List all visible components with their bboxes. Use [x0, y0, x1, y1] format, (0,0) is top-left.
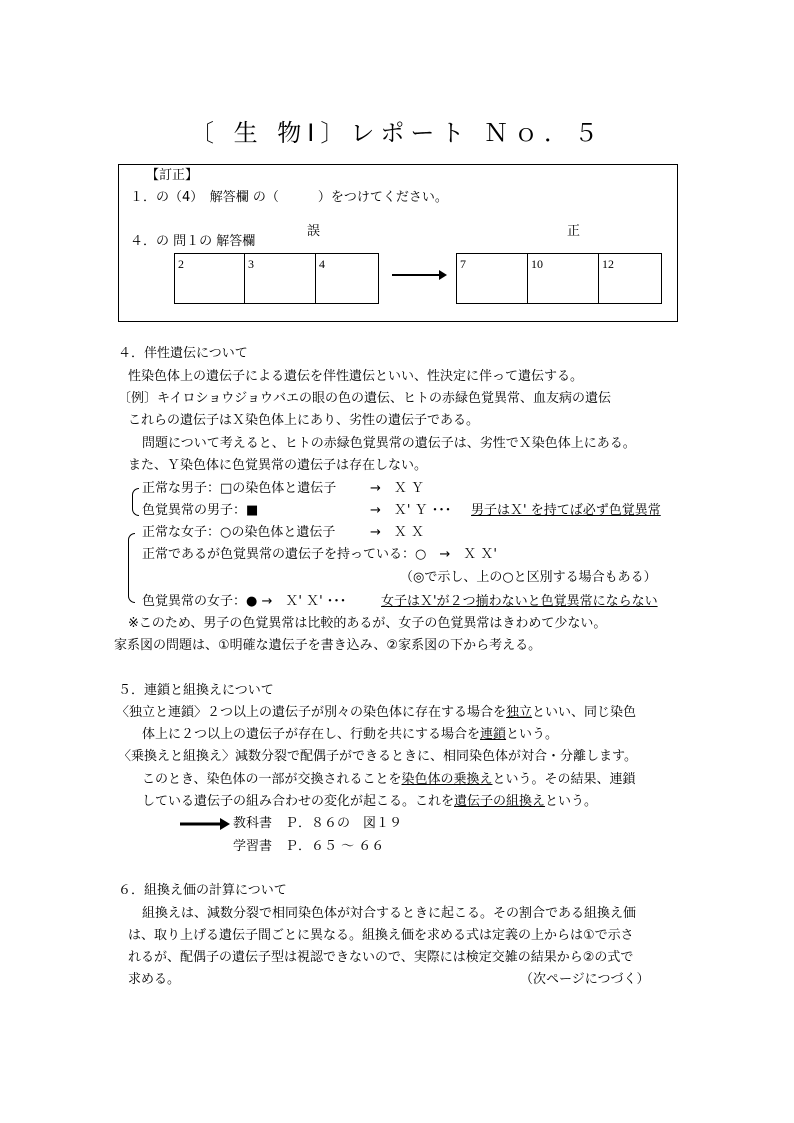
correction-line-2: ４．の 問１の 解答欄: [130, 234, 256, 249]
female-colorblind-note: 女子はＸ'が２つ揃わないと色覚異常にならない: [381, 594, 658, 609]
female-normal: 正常な女子：○の染色体と遺伝子: [142, 525, 336, 540]
right-cell: 12: [599, 254, 662, 304]
sec6-p2: は、取り上げる遺伝子間ごとに異なる。組換え価を求める式は定義の上からは①で示さ: [128, 928, 634, 943]
arrow-right-icon: [180, 818, 230, 830]
male-normal-genotype: → Ｘ Ｙ: [370, 481, 425, 496]
sec4-p2: 〔例〕キイロショウジョウバエの眼の色の遺伝、ヒトの赤緑色覚異常、血友病の遺伝: [118, 391, 611, 406]
correction-heading: 【訂正】: [146, 168, 199, 183]
sec5-p4: している遺伝子の組み合わせの変化が起こる。これを遺伝子の組換えという。: [142, 794, 598, 809]
male-normal: 正常な男子：□の染色体と遺伝子: [142, 481, 337, 496]
right-label: 正: [567, 224, 581, 239]
sec4-note: ※このため、男子の色覚異常は比較的あるが、女子の色覚異常はきわめて少ない。: [128, 616, 607, 631]
male-brace: [132, 488, 139, 516]
sec5-p1-cont: 体上に２つ以上の遺伝子が存在し、行動を共にする場合を連鎖という。: [142, 727, 559, 742]
right-cell: 7: [457, 254, 528, 304]
right-cell: 10: [528, 254, 599, 304]
female-brace: [128, 533, 135, 603]
section-5-heading: ５．連鎖と組換えについて: [118, 683, 274, 698]
sec4-pedigree: 家系図の問題は、①明確な遺伝子を書き込み、②家系図の下から考える。: [114, 638, 542, 653]
sec4-p1: 性染色体上の遺伝子による遺伝を伴性遺伝といい、性決定に伴って遺伝する。: [128, 369, 584, 384]
female-carrier-note: （◎で示し、上の○と区別する場合もある）: [400, 570, 657, 585]
sec6-p4: 求める。: [128, 972, 181, 987]
female-carrier: 正常であるが色覚異常の遺伝子を持っている：○ → Ｘ Ｘ': [142, 547, 497, 562]
male-colorblind-note: 男子はＸ' を持てば必ず色覚異常: [471, 503, 661, 518]
sec6-p1: 組換えは、減数分裂で相同染色体が対合するときに起こる。その割合である組換え価: [142, 906, 637, 921]
sec5-p1: 〈独立と連鎖〉２つ以上の遺伝子が別々の染色体に存在する場合を独立といい、同じ染色: [116, 705, 637, 720]
male-colorblind-genotype: → Ｘ' Ｙ ･･･: [370, 503, 452, 518]
sec4-p5: また、Ｙ染色体に色覚異常の遺伝子は存在しない。: [128, 458, 428, 473]
sec4-p3: これらの遺伝子はＸ染色体上にあり、劣性の遺伝子である。: [128, 413, 480, 428]
wrong-cell: 2: [175, 254, 245, 304]
wrong-answer-table: [174, 253, 379, 304]
sec4-p4: 問題について考えると、ヒトの赤緑色覚異常の遺伝子は、劣性でＸ染色体上にある。: [142, 436, 636, 451]
textbook-reference: 教科書 Ｐ．８６の 図１９: [233, 816, 403, 831]
page-title: 〔 生 物Ⅰ〕レポート Ｎｏ．５: [190, 119, 604, 147]
section-4-heading: ４．伴性遺伝について: [118, 346, 248, 361]
male-colorblind: 色覚異常の男子：■: [142, 503, 259, 518]
wrong-label: 誤: [307, 224, 321, 239]
wrong-cell: 3: [245, 254, 316, 304]
section-6-heading: ６．組換え価の計算について: [118, 883, 287, 898]
sec5-p2: 〈乗換えと組換え〉減数分裂で配偶子ができるときに、相同染色体が対合・分離します。: [118, 749, 637, 764]
studybook-reference: 学習書 Ｐ．６５ ～ ６６: [233, 839, 385, 854]
sec6-p3: れるが、配偶子の遺伝子型は視認できないので、実際には検定交雑の結果から②の式で: [128, 950, 634, 965]
female-colorblind: 色覚異常の女子：● → Ｘ' Ｘ' ･･･: [142, 594, 347, 609]
correction-line-1: １．の（4） 解答欄 の（ ）をつけてください。: [130, 190, 448, 205]
wrong-cell: 4: [316, 254, 379, 304]
female-normal-genotype: → Ｘ Ｘ: [370, 525, 425, 540]
right-answer-table: [456, 253, 662, 304]
sec5-p3: このとき、染色体の一部が交換されることを染色体の乗換えという。その結果、連鎖: [142, 772, 636, 787]
arrow-right-icon: [392, 268, 448, 282]
continued-note: （次ページにつづく）: [520, 972, 650, 987]
